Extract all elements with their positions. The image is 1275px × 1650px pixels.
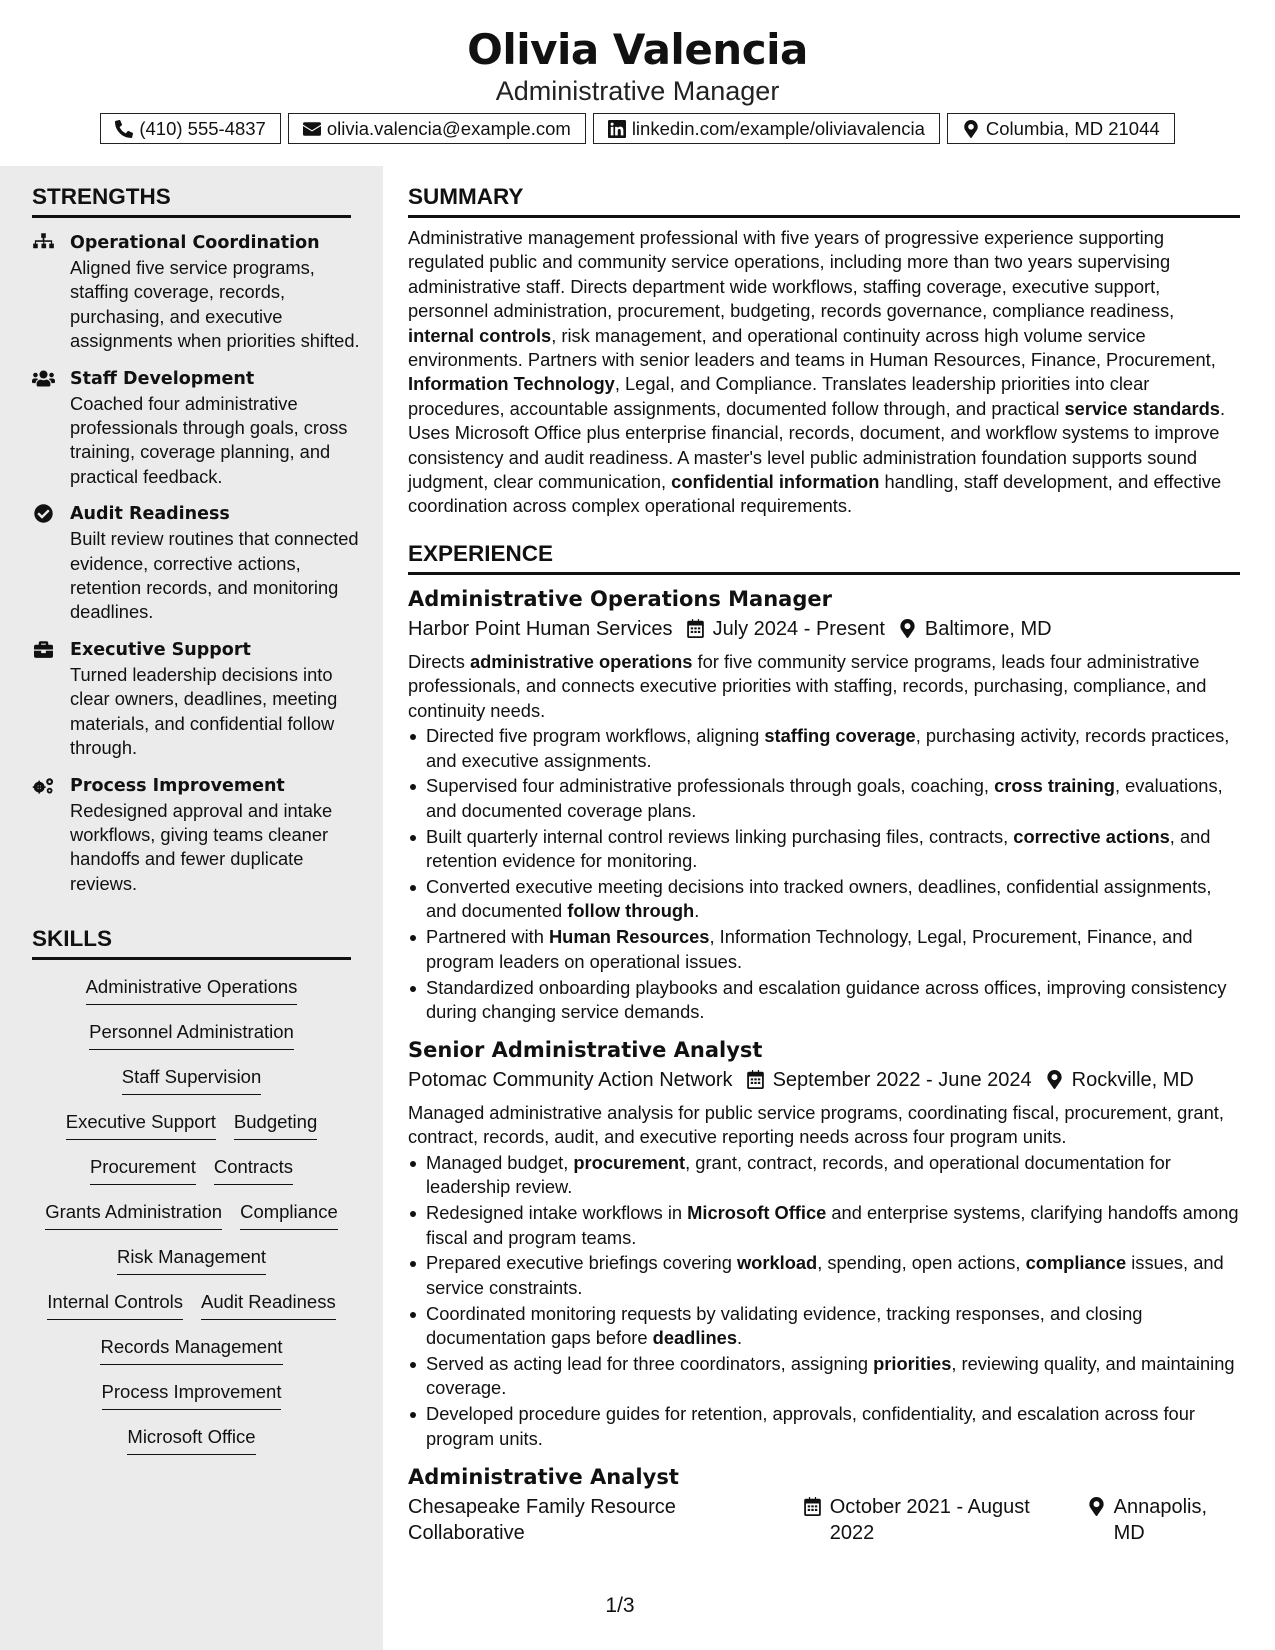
- text-run: Coordinated monitoring requests by validating evidence, tracking responses, and closing documentation gaps before: [426, 1302, 1143, 1349]
- strength-name: Audit Readiness: [70, 504, 230, 525]
- job-location: Rockville, MD: [1071, 1068, 1194, 1091]
- summary-heading: SUMMARY: [408, 166, 1240, 218]
- summary-text: [408, 218, 1240, 523]
- job-entry: [408, 1026, 1240, 1451]
- contact-phone[interactable]: [100, 113, 281, 144]
- bold-keyword: internal controls: [408, 324, 552, 346]
- job-bullet: [408, 825, 1240, 874]
- envelope-icon: [303, 120, 321, 138]
- text-run: , risk management, and operational continuity across high volume service environments. Partners with senior leaders and teams in Human Resources, Finance, Procurement,: [408, 324, 1216, 371]
- job-description: [408, 1093, 1240, 1150]
- strength-desc: Coached four administrative professionals through goals, cross training, coverage planning, and practical feedback.: [70, 392, 348, 487]
- job-location: Baltimore, MD: [924, 617, 1052, 640]
- strength-desc: Turned leadership decisions into clear owners, deadlines, meeting materials, and confidential follow through.: [70, 663, 338, 759]
- skill-row: [32, 1109, 351, 1154]
- skill-row: [32, 1199, 351, 1244]
- job-title: Administrative Operations Manager: [408, 586, 832, 611]
- job-dates-group: [733, 1067, 1032, 1093]
- text-run: , purchasing activity, records practices, and executive assignments.: [426, 725, 1230, 771]
- strength-item: [32, 773, 362, 897]
- strength-name: Operational Coordination: [70, 233, 320, 253]
- skill-row: [32, 974, 351, 1019]
- check-circle-icon: [32, 504, 55, 523]
- job-company: Potomac Community Action Network: [408, 1068, 733, 1091]
- resume-header: [0, 0, 1275, 166]
- text-run: for five community service programs, leads four administrative professionals, and connects executive priorities with staffing, records, purchasing, compliance, and continuity needs.: [408, 650, 1207, 721]
- skill-tag: Procurement: [90, 1154, 196, 1185]
- strength-desc: Built review routines that connected evidence, corrective actions, retention records, and monitoring deadlines.: [70, 528, 359, 623]
- text-run: , evaluations, and documented coverage plans.: [426, 775, 1223, 821]
- skill-tag: Executive Support: [66, 1109, 216, 1140]
- job-company: Chesapeake Family Resource Collaborative: [408, 1495, 676, 1544]
- text-run: handling, staff development, and effective coordination across complex operational requirements.: [408, 471, 1222, 517]
- contact-email-text: olivia.valencia@example.com: [326, 117, 571, 139]
- bold-keyword: Microsoft Office: [687, 1202, 827, 1224]
- skill-tag: Administrative Operations: [86, 974, 298, 1005]
- linkedin-icon: [608, 120, 626, 138]
- job-dates-group: [790, 1494, 1074, 1546]
- text-run: , Information Technology, Legal, Procurement, Finance, and program leaders on operational issues.: [426, 926, 1193, 972]
- job-dates-group: [673, 616, 885, 642]
- strength-name: Staff Development: [70, 368, 255, 389]
- candidate-title: Administrative Manager: [495, 76, 780, 106]
- contact-location-text: Columbia, MD 21044: [985, 117, 1160, 139]
- job-bullet: [408, 1151, 1240, 1200]
- text-run: Administrative management professional with five years of progressive experience supporting regulated public and community service operations, including more than two years supervising administrative staff. Directs department wide workflows, staffing coverage, executive support, personnel administration, procurement, budgeting, records governance, compliance readiness,: [408, 227, 1175, 322]
- text-run: and enterprise systems, clarifying handoffs among fiscal and program teams.: [426, 1202, 1239, 1248]
- text-run: . Uses Microsoft Office plus enterprise financial, records, document, and workflow systems to improve consistency and audit readiness. A master's level public administration foundation supports sound judgment, clear communication,: [408, 397, 1226, 493]
- experience-heading: EXPERIENCE: [408, 523, 1240, 575]
- text-run: , reviewing quality, and maintaining coverage.: [426, 1353, 1235, 1399]
- sidebar: [0, 166, 383, 1650]
- text-run: Prepared executive briefings covering: [426, 1252, 737, 1274]
- skill-row: [32, 1064, 351, 1109]
- map-pin-icon: [899, 619, 916, 638]
- bold-keyword: follow through: [567, 900, 695, 922]
- skill-row: [32, 1154, 351, 1199]
- job-bullet: [408, 925, 1240, 974]
- map-pin-icon: [962, 120, 980, 138]
- text-run: Supervised four administrative professionals through goals, coaching,: [426, 775, 995, 797]
- bold-keyword: staffing coverage: [764, 725, 916, 747]
- skill-tag: Audit Readiness: [201, 1289, 336, 1320]
- text-run: Developed procedure guides for retention, approvals, confidentiality, and escalation across four program units.: [426, 1403, 1195, 1449]
- bold-keyword: Information Technology: [408, 373, 615, 395]
- strength-desc: Aligned five service programs, staffing coverage, records, purchasing, and executive assignments when priorities shifted.: [70, 257, 360, 352]
- calendar-icon: [747, 1070, 764, 1089]
- skill-tag: Grants Administration: [45, 1199, 222, 1230]
- map-pin-icon: [1046, 1070, 1063, 1089]
- job-entry: [408, 1453, 1240, 1546]
- strengths-list: [32, 218, 362, 896]
- text-run: .: [736, 1327, 743, 1349]
- skill-tag: Risk Management: [117, 1244, 266, 1275]
- strength-name: Process Improvement: [70, 775, 285, 796]
- job-bullet: [408, 875, 1240, 924]
- job-bullets: [408, 1150, 1240, 1451]
- job-dates: September 2022 - June 2024: [772, 1068, 1032, 1091]
- text-run: Directs: [408, 650, 470, 672]
- calendar-icon: [687, 619, 704, 638]
- strength-item: [32, 230, 362, 354]
- text-run: Managed budget,: [426, 1151, 574, 1173]
- skill-tag: Microsoft Office: [127, 1424, 255, 1455]
- text-run: Built quarterly internal control reviews linking purchasing files, contracts,: [426, 825, 1014, 847]
- job-company: Harbor Point Human Services: [408, 617, 673, 640]
- skills-heading: SKILLS: [32, 908, 351, 960]
- skill-tag: Budgeting: [234, 1109, 317, 1140]
- bold-keyword: administrative operations: [469, 650, 693, 672]
- text-run: Served as acting lead for three coordinators, assigning: [426, 1353, 874, 1375]
- text-run: , spending, open actions,: [817, 1252, 1026, 1274]
- skill-row: [32, 1289, 351, 1334]
- text-run: Managed administrative analysis for public service programs, coordinating fiscal, procurement, grant, contract, records, audit, and executive reporting needs across four program units.: [408, 1101, 1224, 1148]
- skill-tag: Internal Controls: [47, 1289, 183, 1320]
- gears-icon: [32, 776, 55, 795]
- strength-item: [32, 501, 362, 625]
- bold-keyword: corrective actions: [1013, 825, 1170, 847]
- skill-row: [32, 1334, 351, 1379]
- job-meta: [408, 1064, 1240, 1093]
- briefcase-icon: [32, 640, 55, 659]
- text-run: Redesigned intake workflows in: [426, 1202, 688, 1224]
- job-location-group: [1074, 1494, 1240, 1546]
- contact-linkedin[interactable]: [593, 113, 940, 144]
- text-run: Partnered with: [426, 926, 549, 948]
- job-location: Annapolis, MD: [1113, 1495, 1208, 1544]
- main-content: [408, 166, 1240, 1546]
- experience-list: [408, 575, 1240, 1546]
- job-bullets: [408, 723, 1240, 1024]
- job-title: Administrative Analyst: [408, 1464, 679, 1489]
- text-run: issues, and service constraints.: [426, 1252, 1224, 1298]
- skill-tag: Contracts: [214, 1154, 293, 1185]
- strength-desc: Redesigned approval and intake workflows, giving teams cleaner handoffs and fewer duplicate reviews.: [70, 799, 333, 894]
- text-run: Directed five program workflows, aligning: [426, 725, 765, 747]
- job-bullet: [408, 774, 1240, 823]
- bold-keyword: compliance: [1025, 1252, 1127, 1274]
- job-bullet: [408, 1201, 1240, 1250]
- text-run: Standardized onboarding playbooks and escalation guidance across offices, improving consistency during changing service demands.: [426, 976, 1227, 1023]
- skill-tag: Personnel Administration: [89, 1019, 294, 1050]
- skill-tag: Records Management: [100, 1334, 282, 1365]
- contact-bar: [0, 113, 1275, 144]
- calendar-icon: [804, 1497, 821, 1516]
- text-run: .: [694, 900, 700, 922]
- contact-location[interactable]: [947, 113, 1175, 144]
- job-description: [408, 642, 1240, 723]
- job-dates: October 2021 - August 2022: [829, 1495, 1030, 1544]
- job-location-group: [1032, 1067, 1194, 1093]
- bold-keyword: procurement: [573, 1151, 686, 1173]
- strength-item: [32, 637, 362, 761]
- skill-row: [32, 1244, 351, 1289]
- skill-tag: Staff Supervision: [122, 1064, 262, 1095]
- text-run: , and retention evidence for monitoring.: [426, 825, 1211, 872]
- bold-keyword: confidential information: [671, 471, 880, 493]
- candidate-name: Olivia Valencia: [467, 25, 808, 74]
- text-run: , grant, contract, records, and operational documentation for leadership review.: [426, 1151, 1171, 1198]
- contact-phone-text: (410) 555-4837: [139, 117, 266, 139]
- strengths-heading: STRENGTHS: [32, 166, 351, 218]
- bold-keyword: service standards: [1064, 397, 1220, 419]
- contact-email[interactable]: [288, 113, 586, 144]
- skill-row: [32, 1424, 351, 1469]
- job-dates: July 2024 - Present: [712, 617, 885, 640]
- job-bullet: [408, 724, 1240, 773]
- bold-keyword: Human Resources: [548, 926, 710, 948]
- job-bullet: [408, 1402, 1240, 1451]
- skill-tag: Process Improvement: [102, 1379, 282, 1410]
- job-meta: [408, 613, 1240, 642]
- skill-tag: Compliance: [240, 1199, 338, 1230]
- sitemap-icon: [32, 233, 55, 252]
- job-bullet: [408, 1352, 1240, 1401]
- skill-row: [32, 1379, 351, 1424]
- bold-keyword: deadlines: [652, 1327, 737, 1349]
- page-number: 1/3: [605, 1594, 635, 1617]
- job-title: Senior Administrative Analyst: [408, 1037, 763, 1062]
- strength-item: [32, 366, 362, 490]
- users-icon: [32, 369, 55, 388]
- job-bullet: [408, 1302, 1240, 1351]
- job-bullet: [408, 1251, 1240, 1300]
- phone-icon: [115, 120, 133, 138]
- bold-keyword: priorities: [873, 1353, 952, 1375]
- job-bullet: [408, 976, 1240, 1025]
- job-meta: [408, 1491, 1240, 1546]
- job-location-group: [885, 616, 1052, 642]
- contact-linkedin-text: linkedin.com/example/oliviavalencia: [631, 117, 925, 139]
- text-run: Converted executive meeting decisions into tracked owners, deadlines, confidential assignments, and documented: [426, 876, 1212, 922]
- text-run: , Legal, and Compliance. Translates leadership priorities into clear procedures, accountable assignments, documented follow through, and practical: [408, 373, 1150, 419]
- map-pin-icon: [1088, 1497, 1105, 1516]
- strength-name: Executive Support: [70, 639, 251, 660]
- job-entry: [408, 575, 1240, 1025]
- skills-list: [32, 960, 351, 1469]
- skill-row: [32, 1019, 351, 1064]
- bold-keyword: workload: [736, 1252, 818, 1274]
- bold-keyword: cross training: [994, 775, 1115, 797]
